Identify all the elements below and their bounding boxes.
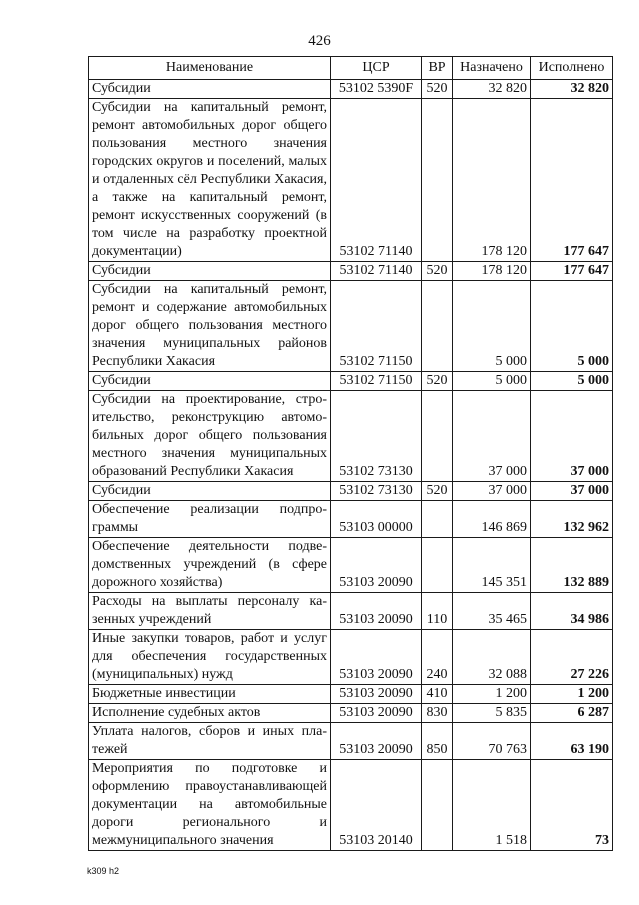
row-assigned: 145 351 <box>453 538 531 593</box>
row-vr <box>422 281 453 372</box>
row-name: Субсидии на капитальный ремонт, ремонт автомобильных дорог общего пользования местного значения городских округов и поселений, малых и отдаленных сёл Республики Хакасия, а также на капитальный ремонт, ремонт искусственных сооружений (в том числе на разработку проектной документации) <box>89 99 331 262</box>
row-executed: 37 000 <box>531 482 613 501</box>
table-row <box>89 80 613 99</box>
row-assigned: 37 000 <box>453 482 531 501</box>
budget-table <box>88 56 613 851</box>
table-row <box>89 593 613 630</box>
header-executed: Исполнено <box>531 57 613 80</box>
row-csr: 53102 71140 <box>331 262 422 281</box>
row-assigned: 70 763 <box>453 723 531 760</box>
table-row <box>89 630 613 685</box>
row-name: Уплата налогов, сборов и иных платежей <box>89 723 331 760</box>
row-vr: 110 <box>422 593 453 630</box>
table-row <box>89 723 613 760</box>
footer-code: k309 h2 <box>87 866 120 876</box>
row-vr: 410 <box>422 685 453 704</box>
row-csr: 53103 20090 <box>331 704 422 723</box>
row-assigned: 178 120 <box>453 99 531 262</box>
row-csr: 53103 20140 <box>331 760 422 851</box>
row-vr: 830 <box>422 704 453 723</box>
header-vr: ВР <box>422 57 453 80</box>
row-name: Субсидии <box>89 262 331 281</box>
row-assigned: 1 518 <box>453 760 531 851</box>
row-executed: 32 820 <box>531 80 613 99</box>
row-assigned: 146 869 <box>453 501 531 538</box>
row-executed: 6 287 <box>531 704 613 723</box>
table-header-row <box>89 57 613 80</box>
table-row <box>89 760 613 851</box>
header-name: Наименование <box>89 57 331 80</box>
row-csr: 53102 71140 <box>331 99 422 262</box>
row-vr <box>422 501 453 538</box>
page-number: 426 <box>308 33 331 49</box>
row-csr: 53103 20090 <box>331 630 422 685</box>
row-vr <box>422 99 453 262</box>
row-name: Бюджетные инвестиции <box>89 685 331 704</box>
row-assigned: 32 820 <box>453 80 531 99</box>
table-row <box>89 704 613 723</box>
row-name: Иные закупки товаров, работ и услуг для обеспечения государственных (муниципальных) нужд <box>89 630 331 685</box>
row-assigned: 5 835 <box>453 704 531 723</box>
row-assigned: 32 088 <box>453 630 531 685</box>
row-name: Мероприятия по подготовке и оформлению правоустанавливающей документации на автомобильные дороги регионального и межмуниципального значения <box>89 760 331 851</box>
row-assigned: 5 000 <box>453 281 531 372</box>
row-executed: 5 000 <box>531 281 613 372</box>
row-executed: 1 200 <box>531 685 613 704</box>
row-vr <box>422 760 453 851</box>
table-row <box>89 372 613 391</box>
row-name: Субсидии <box>89 372 331 391</box>
row-csr: 53103 20090 <box>331 593 422 630</box>
row-executed: 34 986 <box>531 593 613 630</box>
row-csr: 53102 71150 <box>331 281 422 372</box>
row-name: Расходы на выплаты персоналу казенных учреждений <box>89 593 331 630</box>
row-name: Субсидии <box>89 80 331 99</box>
row-executed: 177 647 <box>531 99 613 262</box>
row-name: Обеспечение деятельности подведомственных учреждений (в сфере дорожного хозяйства) <box>89 538 331 593</box>
row-csr: 53102 5390F <box>331 80 422 99</box>
row-executed: 73 <box>531 760 613 851</box>
row-name: Субсидии на проектирование, строительство, реконструкцию автомобильных дорог общего пользования местного значения муниципальных образований Республики Хакасия <box>89 391 331 482</box>
row-assigned: 178 120 <box>453 262 531 281</box>
row-assigned: 35 465 <box>453 593 531 630</box>
row-csr: 53102 71150 <box>331 372 422 391</box>
row-assigned: 1 200 <box>453 685 531 704</box>
row-csr: 53103 00000 <box>331 501 422 538</box>
row-vr <box>422 391 453 482</box>
row-vr: 520 <box>422 80 453 99</box>
table-row <box>89 501 613 538</box>
row-vr <box>422 538 453 593</box>
row-vr: 850 <box>422 723 453 760</box>
table-row <box>89 262 613 281</box>
header-csr: ЦСР <box>331 57 422 80</box>
row-assigned: 37 000 <box>453 391 531 482</box>
row-executed: 5 000 <box>531 372 613 391</box>
row-executed: 132 889 <box>531 538 613 593</box>
row-csr: 53103 20090 <box>331 538 422 593</box>
row-assigned: 5 000 <box>453 372 531 391</box>
row-vr: 520 <box>422 482 453 501</box>
row-name: Субсидии <box>89 482 331 501</box>
table-row <box>89 685 613 704</box>
row-vr: 240 <box>422 630 453 685</box>
row-name: Субсидии на капитальный ремонт, ремонт и содержание автомобильных дорог общего пользования местного значения муниципальных районов Республики Хакасия <box>89 281 331 372</box>
row-executed: 132 962 <box>531 501 613 538</box>
row-csr: 53103 20090 <box>331 685 422 704</box>
row-csr: 53102 73130 <box>331 391 422 482</box>
table-row <box>89 99 613 262</box>
row-executed: 177 647 <box>531 262 613 281</box>
row-executed: 37 000 <box>531 391 613 482</box>
row-executed: 27 226 <box>531 630 613 685</box>
row-executed: 63 190 <box>531 723 613 760</box>
table-row <box>89 391 613 482</box>
row-csr: 53102 73130 <box>331 482 422 501</box>
header-assigned: Назначено <box>453 57 531 80</box>
row-vr: 520 <box>422 372 453 391</box>
table-row <box>89 482 613 501</box>
row-name: Исполнение судебных актов <box>89 704 331 723</box>
table-row <box>89 281 613 372</box>
row-csr: 53103 20090 <box>331 723 422 760</box>
row-name: Обеспечение реализации подпрограммы <box>89 501 331 538</box>
row-vr: 520 <box>422 262 453 281</box>
table-row <box>89 538 613 593</box>
